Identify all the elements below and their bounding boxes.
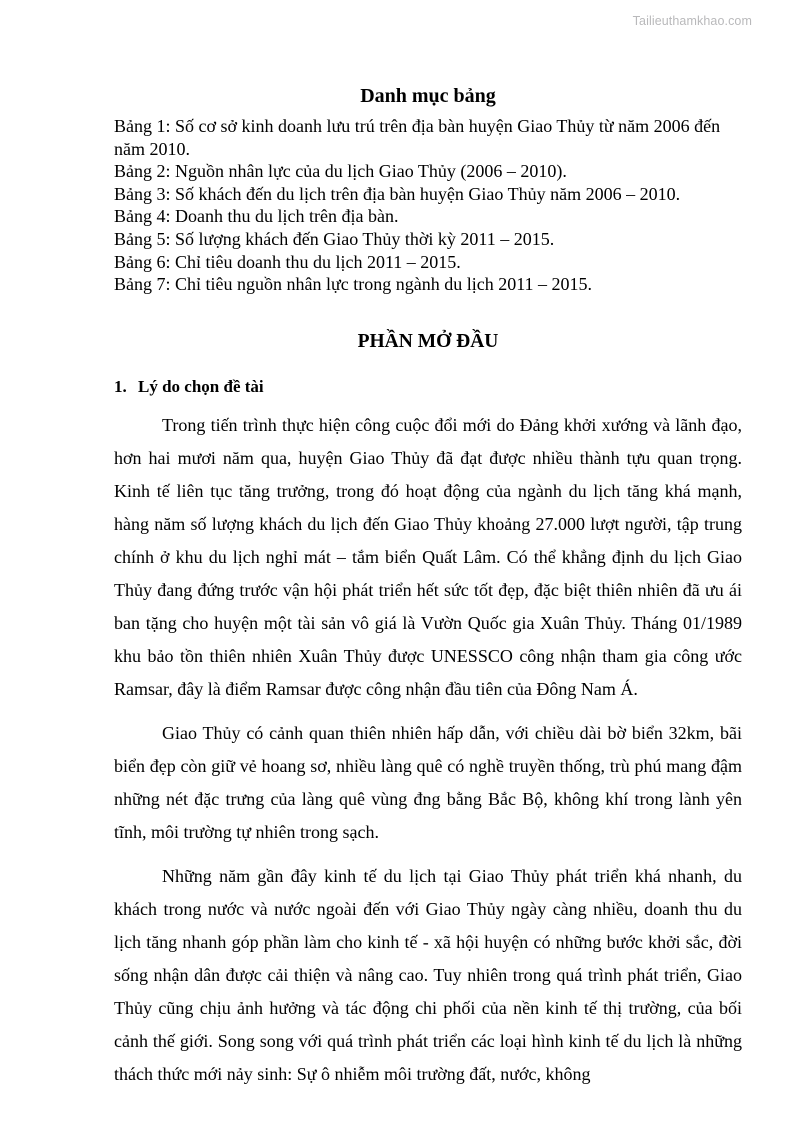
page-content — [114, 0, 742, 1091]
list-of-tables — [114, 106, 742, 296]
list-item: Bảng 6: Chỉ tiêu doanh thu du lịch 2011 – 2015. — [114, 251, 461, 272]
body-paragraph: Trong tiến trình thực hiện công cuộc đổi mới do Đảng khởi xướng và lãnh đạo, hơn hai mươi năm qua, huyện Giao Thủy đã đạt được nhiều thành tựu quan trọng. Kinh tế liên tục tăng trưởng, trong đó hoạt động của ngành du lịch tăng khá mạnh, hàng năm số lượng khách du lịch đến Giao Thủy khoảng 27.000 lượt người, tập trung chính ở khu du lịch nghỉ mát – tắm biển Quất Lâm. Có thể khẳng định du lịch Giao Thủy đang đứng trước vận hội phát triển hết sức tốt đẹp, đặc biệt thiên nhiên đã ưu ái ban tặng cho huyện một tài sản vô giá là Vườn Quốc gia Xuân Thủy. Tháng 01/1989 khu bảo tồn thiên nhiên Xuân Thủy được UNESSCO công nhận tham gia công ước Ramsar, đây là điểm Ramsar được công nhận đầu tiên của Đông Nam Á. — [114, 415, 742, 700]
watermark-text: Tailieuthamkhao.com — [632, 14, 752, 28]
list-item: Bảng 5: Số lượng khách đến Giao Thủy thời kỳ 2011 – 2015. — [114, 228, 555, 249]
list-of-tables-title: Danh mục bảng — [360, 85, 496, 107]
list-item: Bảng 4: Doanh thu du lịch trên địa bàn. — [114, 206, 399, 227]
subsection-heading — [114, 351, 742, 395]
list-item: Bảng 3: Số khách đến du lịch trên địa bàn huyện Giao Thủy năm 2006 – 2010. — [114, 183, 681, 204]
list-item: Bảng 7: Chỉ tiêu nguồn nhân lực trong ngành du lịch 2011 – 2015. — [114, 274, 593, 295]
list-item: Bảng 1: Số cơ sở kinh doanh lưu trú trên địa bàn huyện Giao Thủy từ năm 2006 đến năm 2010. — [114, 116, 721, 159]
section-heading: PHẦN MỞ ĐẦU — [357, 330, 499, 352]
body-paragraph: Giao Thủy có cảnh quan thiên nhiên hấp dẫn, với chiều dài bờ biển 32km, bãi biển đẹp còn giữ vẻ hoang sơ, nhiều làng quê có nghề truyền thống, trù phú mang đậm những nét đặc trưng của làng quê vùng đng bằng Bắc Bộ, không khí trong lành yên tĩnh, môi trường tự nhiên trong sạch. — [114, 723, 742, 843]
body-paragraph: Những năm gần đây kinh tế du lịch tại Giao Thủy phát triển khá nhanh, du khách trong nước và nước ngoài đến với Giao Thủy ngày càng nhiều, doanh thu du lịch tăng nhanh góp phần làm cho kinh tế - xã hội huyện có những bước khởi sắc, đời sống nhận dân được cải thiện và nâng cao. Tuy nhiên trong quá trình phát triển, Giao Thủy cũng chịu ảnh hưởng và tác động chi phối của nền kinh tế thị trường, của bối cảnh thế giới. Song song với quá trình phát triển các loại hình kinh tế du lịch là những thách thức mới nảy sinh: Sự ô nhiễm môi trường đất, nước, không — [114, 866, 742, 1085]
list-item: Bảng 2: Nguồn nhân lực của du lịch Giao Thủy (2006 – 2010). — [114, 161, 567, 182]
subsection-number: 1. — [114, 377, 127, 397]
subsection-title-text: Lý do chọn đề tài — [138, 377, 264, 397]
